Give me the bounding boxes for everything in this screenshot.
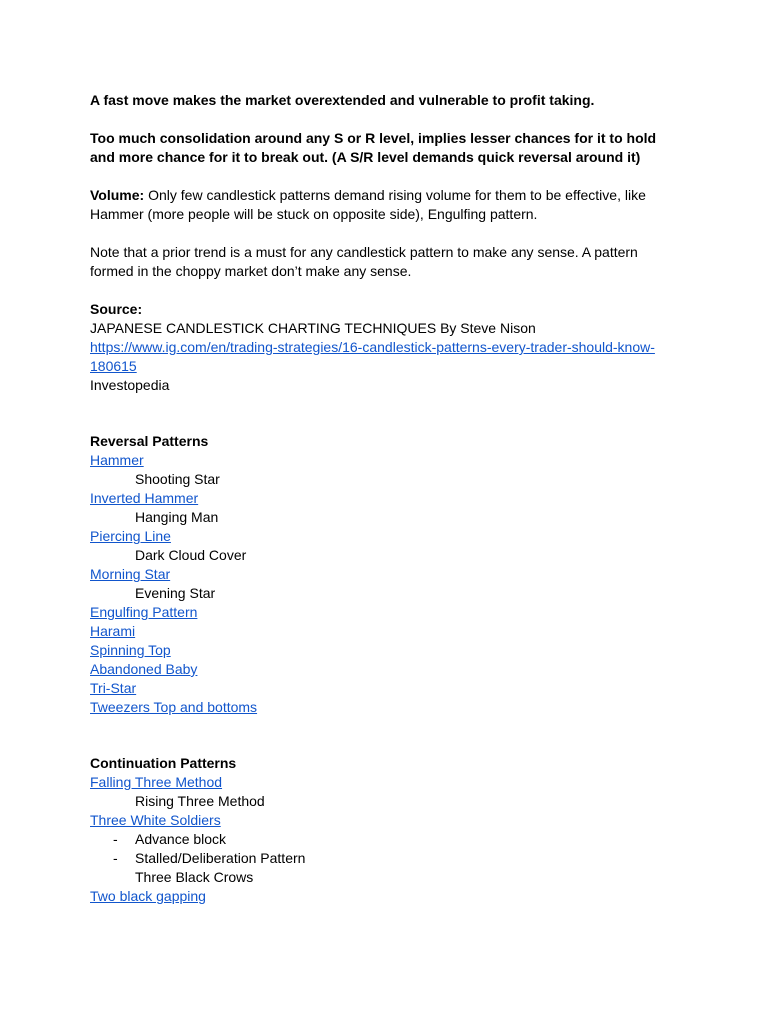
volume-text: Only few candlestick patterns demand rising volume for them to be effective, like: [144, 187, 646, 203]
reversal-pattern-link-morning-star[interactable]: Morning Star: [90, 566, 171, 582]
reversal-pattern-link-piercing-line[interactable]: Piercing Line: [90, 528, 171, 544]
paragraph-note-line-2: formed in the choppy market don’t make any sense.: [90, 263, 412, 279]
reversal-patterns-list: [90, 451, 680, 717]
continuation-pattern-link-three-white-soldiers[interactable]: Three White Soldiers: [90, 812, 221, 828]
continuation-pattern-text-rising-three-method: Rising Three Method: [135, 793, 265, 809]
bullet-dash: -: [113, 850, 118, 866]
paragraph-volume-line-2: Hammer (more people will be stuck on opposite side), Engulfing pattern.: [90, 206, 538, 222]
reversal-pattern-item-morning-star[interactable]: [90, 565, 680, 584]
reversal-pattern-item-abandoned-baby[interactable]: [90, 660, 680, 679]
continuation-pattern-link-two-black-gapping[interactable]: Two black gapping: [90, 888, 206, 904]
reversal-pattern-link-abandoned-baby[interactable]: Abandoned Baby: [90, 661, 198, 677]
reversal-pattern-item-piercing-line[interactable]: [90, 527, 680, 546]
reversal-pattern-link-tweezers-top-and-bottoms[interactable]: Tweezers Top and bottoms: [90, 699, 258, 715]
reversal-pattern-link-spinning-top[interactable]: Spinning Top: [90, 642, 171, 658]
reversal-patterns-heading: Reversal Patterns: [90, 433, 209, 449]
paragraph-fast-move: A fast move makes the market overextended and vulnerable to profit taking.: [90, 92, 595, 108]
reversal-pattern-text-shooting-star: Shooting Star: [135, 471, 220, 487]
reversal-pattern-item-spinning-top[interactable]: [90, 641, 680, 660]
paragraph-note-line-1: Note that a prior trend is a must for any candlestick pattern to make any sense. A pattern: [90, 244, 638, 260]
reversal-pattern-link-tri-star[interactable]: Tri-Star: [90, 680, 137, 696]
continuation-pattern-item-falling-three-method[interactable]: [90, 773, 680, 792]
continuation-pattern-text-three-black-crows: Three Black Crows: [135, 869, 254, 885]
reversal-pattern-item-engulfing-pattern[interactable]: [90, 603, 680, 622]
bullet-dash: -: [113, 831, 118, 847]
reversal-pattern-item-evening-star: [90, 584, 680, 603]
reversal-pattern-item-tweezers-top-and-bottoms[interactable]: [90, 698, 680, 717]
continuation-pattern-link-falling-three-method[interactable]: Falling Three Method: [90, 774, 223, 790]
source-heading: Source:: [90, 301, 143, 317]
source-investopedia: Investopedia: [90, 377, 170, 393]
continuation-pattern-item-three-white-soldiers[interactable]: [90, 811, 680, 830]
reversal-pattern-link-harami[interactable]: Harami: [90, 623, 136, 639]
continuation-pattern-item-stalled-deliberation-pattern: [90, 849, 680, 868]
continuation-pattern-text-advance-block: Advance block: [135, 831, 227, 847]
reversal-pattern-link-inverted-hammer[interactable]: Inverted Hammer: [90, 490, 199, 506]
continuation-pattern-item-rising-three-method: [90, 792, 680, 811]
continuation-pattern-text-stalled-deliberation-pattern: Stalled/Deliberation Pattern: [135, 850, 306, 866]
reversal-pattern-item-inverted-hammer[interactable]: [90, 489, 680, 508]
reversal-pattern-item-dark-cloud-cover: [90, 546, 680, 565]
volume-label: Volume:: [90, 187, 145, 203]
paragraph-consolidation-line-2: and more chance for it to break out. (A S/R level demands quick reversal around it): [90, 149, 641, 165]
reversal-pattern-link-engulfing-pattern[interactable]: Engulfing Pattern: [90, 604, 198, 620]
reversal-pattern-item-shooting-star: [90, 470, 680, 489]
continuation-patterns-heading: Continuation Patterns: [90, 755, 237, 771]
reversal-pattern-item-tri-star[interactable]: [90, 679, 680, 698]
reversal-pattern-item-hammer[interactable]: [90, 451, 680, 470]
source-link-line-1[interactable]: https://www.ig.com/en/trading-strategies/16-candlestick-patterns-every-trader-should-know-: [90, 339, 655, 355]
continuation-pattern-item-three-black-crows: [90, 868, 680, 887]
document-body: [90, 91, 680, 906]
reversal-pattern-item-hanging-man: [90, 508, 680, 527]
source-link-continued[interactable]: [90, 357, 680, 376]
source-link[interactable]: [90, 338, 680, 357]
continuation-pattern-item-advance-block: [90, 830, 680, 849]
reversal-pattern-text-dark-cloud-cover: Dark Cloud Cover: [135, 547, 247, 563]
reversal-pattern-text-hanging-man: Hanging Man: [135, 509, 219, 525]
source-link-line-2[interactable]: 180615: [90, 358, 137, 374]
source-book: JAPANESE CANDLESTICK CHARTING TECHNIQUES By Steve Nison: [90, 320, 536, 336]
paragraph-volume-line-1: [90, 186, 680, 205]
reversal-pattern-text-evening-star: Evening Star: [135, 585, 216, 601]
paragraph-consolidation-line-1: Too much consolidation around any S or R level, implies lesser chances for it to hold: [90, 130, 657, 146]
reversal-pattern-link-hammer[interactable]: Hammer: [90, 452, 144, 468]
reversal-pattern-item-harami[interactable]: [90, 622, 680, 641]
continuation-pattern-item-two-black-gapping[interactable]: [90, 887, 680, 906]
continuation-patterns-list: [90, 773, 680, 906]
